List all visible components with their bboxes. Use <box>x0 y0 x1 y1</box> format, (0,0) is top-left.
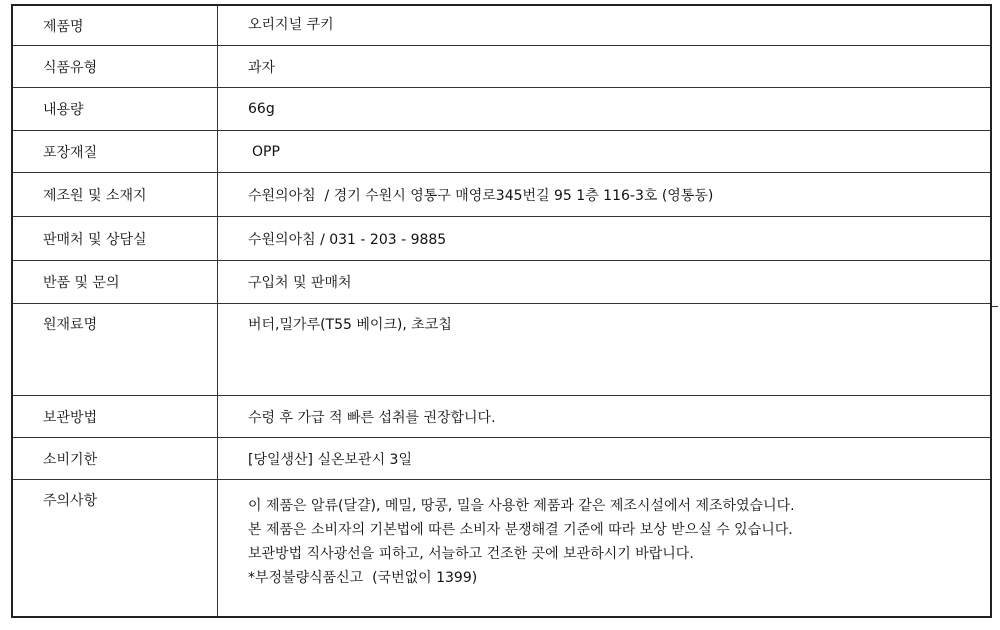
label-text: 반품 및 문의 <box>43 275 120 291</box>
table-row-expiry <box>13 438 990 480</box>
caution-line: *부정불량식품신고 (국번없이 1399) <box>248 570 478 586</box>
table-row-food-type <box>13 46 990 88</box>
row-label <box>13 261 218 303</box>
row-label <box>13 217 218 260</box>
table-row-manufacturer <box>13 173 990 217</box>
table-row-caution <box>13 480 990 616</box>
row-label <box>13 438 218 479</box>
row-label <box>13 304 218 395</box>
value-text: 수령 후 가급 적 빠른 섭취를 권장합니다. <box>248 409 496 426</box>
value-text: 오리지널 쿠키 <box>248 16 334 33</box>
row-value <box>218 261 990 303</box>
label-text: 제조원 및 소재지 <box>43 187 147 204</box>
table-row-storage <box>13 396 990 438</box>
row-value <box>218 396 990 437</box>
value-text: 과자 <box>248 59 276 76</box>
label-text: 포장재질 <box>43 144 98 161</box>
label-text: 원재료명 <box>43 317 98 333</box>
row-label <box>13 480 218 616</box>
caution-line: 보관방법 직사광선을 피하고, 서늘하고 건조한 곳에 보관하시기 바랍니다. <box>248 546 694 562</box>
label-text: 보관방법 <box>43 409 98 426</box>
label-text: 소비기한 <box>43 451 98 468</box>
label-text: 제품명 <box>43 18 84 35</box>
value-text: [당일생산] 실온보관시 3일 <box>248 451 412 468</box>
label-text: 식품유형 <box>43 59 98 76</box>
row-value <box>218 217 990 260</box>
row-label <box>13 396 218 437</box>
label-text: 내용량 <box>43 102 84 118</box>
row-value <box>218 88 990 130</box>
caution-line: 이 제품은 알류(달걀), 메밀, 땅콩, 밀을 사용한 제품과 같은 제조시설에서 제조하였습니다. <box>248 498 795 514</box>
product-info-table <box>11 4 992 618</box>
row-value <box>218 6 990 45</box>
value-text: 수원의아침 / 경기 수원시 영통구 매영로345번길 95 1층 116-3호 (영통동) <box>248 187 714 204</box>
row-value <box>218 438 990 479</box>
value-text: 66g <box>248 101 275 117</box>
row-value <box>218 131 990 172</box>
label-text: 판매처 및 상담실 <box>43 231 147 248</box>
row-value <box>218 480 990 616</box>
value-text: 구입처 및 판매처 <box>248 275 352 291</box>
row-label <box>13 88 218 130</box>
row-value <box>218 173 990 216</box>
row-value <box>218 46 990 87</box>
table-row-ingredients <box>13 304 990 396</box>
table-row-returns <box>13 261 990 304</box>
table-row-product-name <box>13 6 990 46</box>
row-label <box>13 173 218 216</box>
row-label <box>13 131 218 172</box>
value-text: 버터,밀가루(T55 베이크), 초코칩 <box>248 317 452 333</box>
caution-line: 본 제품은 소비자의 기본법에 따른 소비자 분쟁해결 기준에 따라 보상 받으실 수 있습니다. <box>248 522 793 538</box>
table-row-net-content <box>13 88 990 131</box>
value-text: 수원의아침 / 031 - 203 - 9885 <box>248 231 447 248</box>
label-text: 주의사항 <box>43 493 98 509</box>
row-value <box>218 304 990 395</box>
value-text: OPP <box>252 143 280 160</box>
table-row-seller <box>13 217 990 261</box>
row-label <box>13 46 218 87</box>
divider <box>992 306 998 307</box>
table-row-packaging <box>13 131 990 173</box>
row-label <box>13 6 218 45</box>
